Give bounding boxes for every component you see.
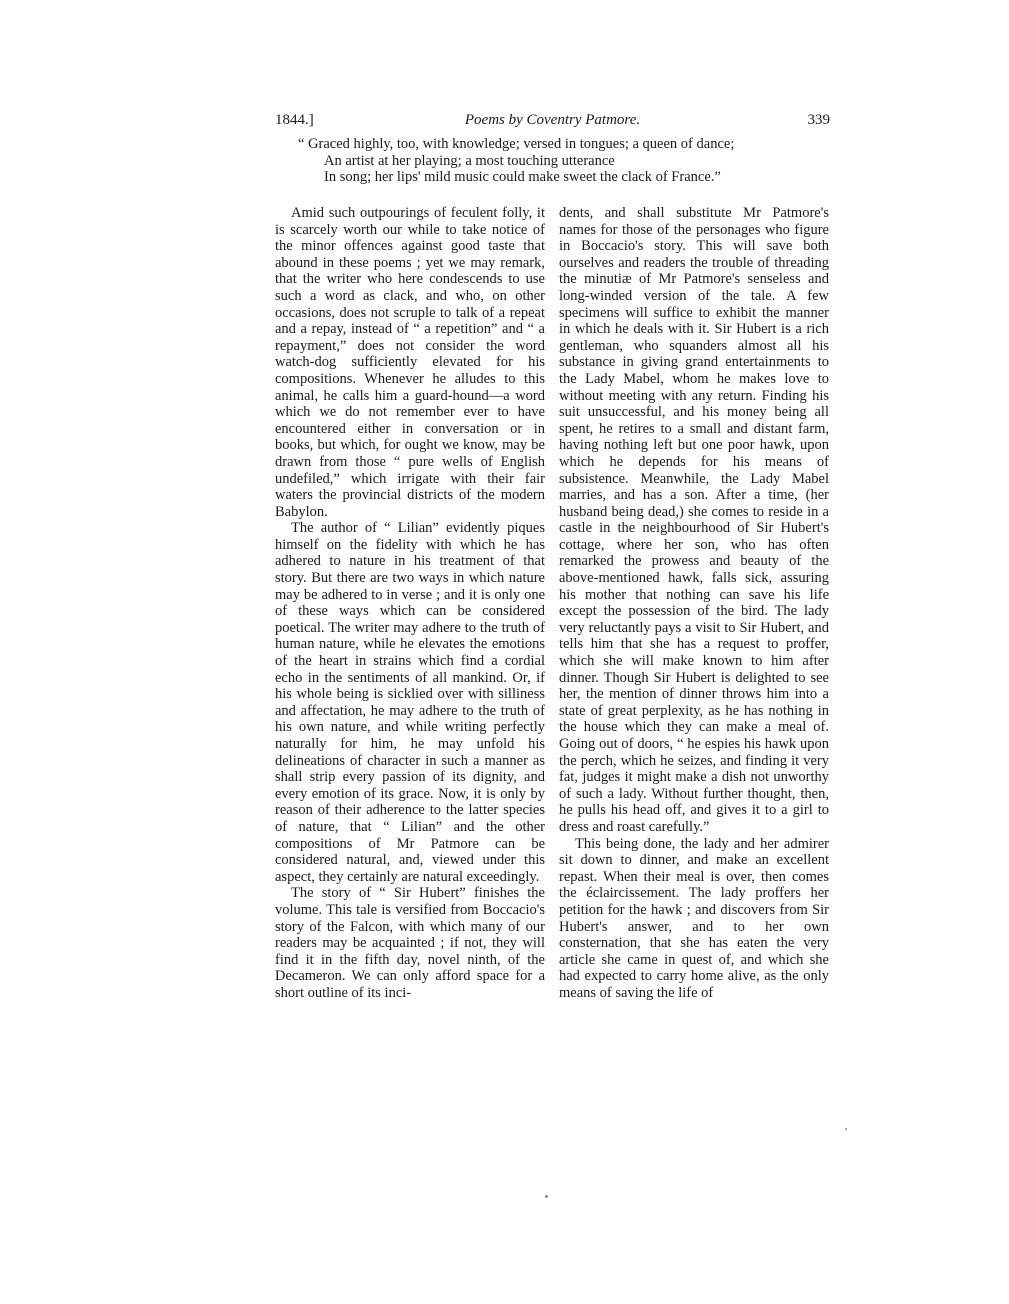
running-header xyxy=(275,112,830,132)
left-paragraph-2: The author of “ Lilian” evidently piques himself on the fidelity with which he has adhered to nature in his treatment of that story. But there are two ways in which nature may be adhered to in verse ; and it is only one of these ways which can be considered poetical. The writer may adhere to the truth of human nature, while he elevates the emotions of the heart in strains which find a cordial echo in the sentiments of all mankind. Or, if his whole being is sicklied over with silliness and affectation, he may adhere to the truth of his own nature, and while writing perfectly naturally for him, he may unfold his delineations of character in such a manner as shall strip every passion of its dignity, and every emotion of its grace. Now, it is only by reason of their adherence to the latter species of nature, that “ Lilian” and the other compositions of Mr Patmore can be considered natural, and, viewed under this aspect, they certainly are natural exceedingly. xyxy=(275,520,545,885)
verse-line-3: In song; her lips' mild music could make sweet the clack of France.” xyxy=(324,169,721,186)
left-paragraph-3: The story of “ Sir Hubert” finishes the volume. This tale is versified from Boccacio's story of the Falcon, with which many of our readers may be acquainted ; if not, they will find it in the fifth day, novel ninth, of the Decameron. We can only afford space for a short outline of its inci- xyxy=(275,885,545,1001)
verse-quotation xyxy=(298,136,838,186)
header-year: 1844.] xyxy=(275,112,314,128)
ink-speck xyxy=(545,1195,548,1198)
left-column xyxy=(275,205,545,1002)
left-paragraph-1: Amid such outpourings of feculent folly, it is scarcely worth our while to take notice of the minor offences against good taste that abound in these poems ; yet we may remark, that the writer who here condescends to use such a word as clack, and who, on other occasions, does not scruple to talk of a repeat and a repay, instead of “ a repetition” and “ a repayment,” does not consider the word watch-dog sufficiently elevated for his compositions. Whenever he alludes to this animal, he calls him a guard-hound—a word which we do not remember ever to have encountered either in conversation or in books, but which, for ought we know, may be drawn from those “ pure wells of English undefiled,” which irrigate with their fair waters the provincial districts of the modern Babylon. xyxy=(275,205,545,520)
verse-line-1: “ Graced highly, too, with knowledge; versed in tongues; a queen of dance; xyxy=(298,136,735,152)
right-column xyxy=(559,205,829,1002)
right-paragraph-2: This being done, the lady and her admirer sit down to dinner, and make an excellent repast. When their meal is over, then comes the éclaircissement. The lady proffers her petition for the hawk ; and discovers from Sir Hubert's answer, and to her own consternation, that she has eaten the very article she came in quest of, and which she had expected to carry home alive, as the only means of saving the life of xyxy=(559,835,829,1001)
right-paragraph-1: dents, and shall substitute Mr Patmore's names for those of the personages who figure in Boccacio's story. This will save both ourselves and readers the trouble of threading the minutiæ of Mr Patmore's senseless and long-winded version of the tale. A few specimens will suffice to exhibit the manner in which he deals with it. Sir Hubert is a rich gentleman, who squanders almost all his substance in giving grand entertainments to the Lady Mabel, whom he makes love to without meeting with any return. Finding his suit unsuccessful, and his money being all spent, he retires to a small and distant farm, having nothing left but one poor hawk, upon which he depends for his means of subsistence. Meanwhile, the Lady Mabel marries, and has a son. After a time, (her husband being dead,) she comes to reside in a castle in the neighbourhood of Sir Hubert's cottage, where her son, who has often remarked the prowess and beauty of the above-mentioned hawk, falls sick, assuring his mother that nothing can save his life except the possession of the bird. The lady very reluctantly pays a visit to Sir Hubert, and tells him that she has a request to proffer, which she will make known to him after dinner. Though Sir Hubert is delighted to see her, the mention of dinner throws him into a state of great perplexity, as he has nothing in the house which they can make a meal of. Going out of doors, “ he espies his hawk upon the perch, which he seizes, and finding it very fat, judges it might make a dish not unworthy of such a lady. Without further thought, then, he pulls his head off, and gives it to a girl to dress and roast carefully.” xyxy=(559,205,829,835)
verse-line-2: An artist at her playing; a most touching utterance xyxy=(324,152,615,169)
header-title: Poems by Coventry Patmore. xyxy=(464,112,641,128)
page-number: 339 xyxy=(807,112,830,128)
ink-speck xyxy=(845,1128,847,1130)
